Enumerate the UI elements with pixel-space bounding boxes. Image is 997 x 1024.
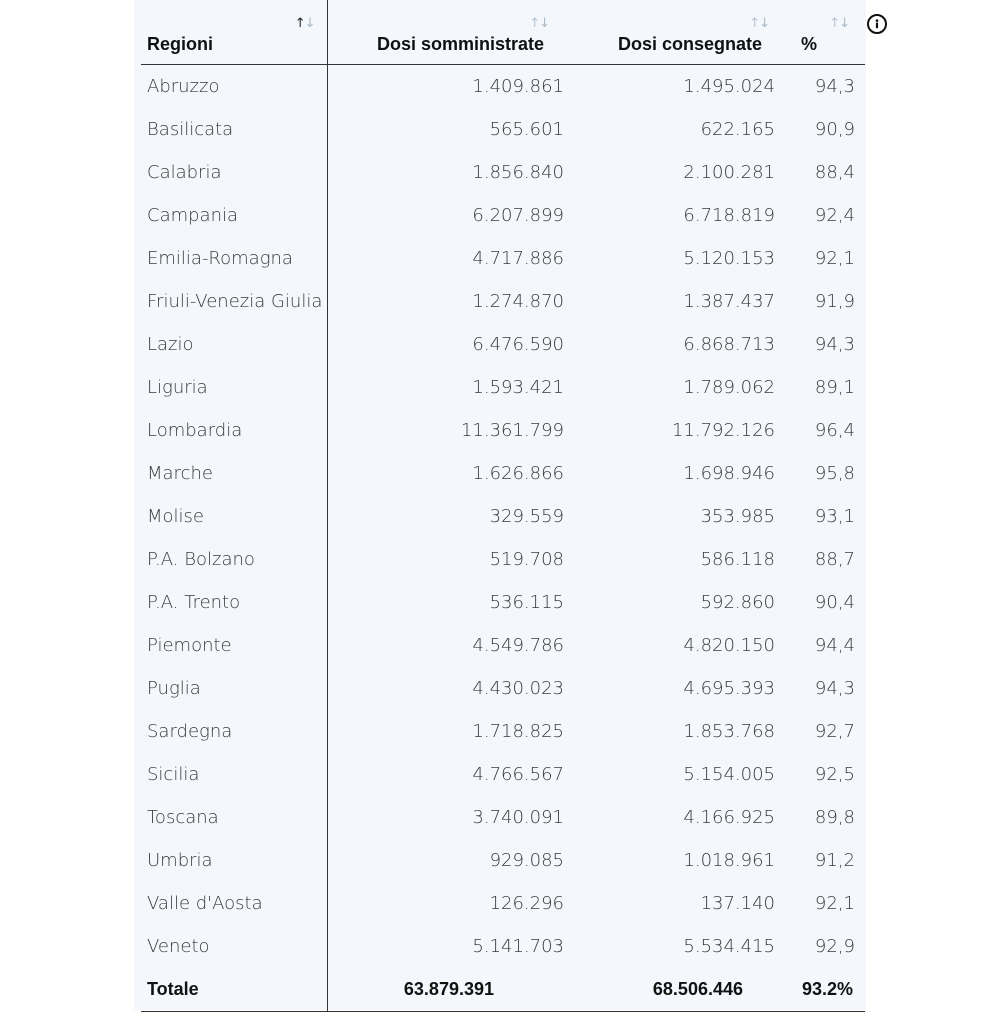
cell-delivered: 6.718.819 bbox=[683, 205, 775, 226]
cell-delivered: 586.118 bbox=[700, 549, 775, 570]
cell-administered: 1.274.870 bbox=[472, 291, 564, 312]
cell-administered: 565.601 bbox=[489, 119, 564, 140]
cell-delivered: 5.120.153 bbox=[683, 248, 775, 269]
cell-percent: 89,8 bbox=[814, 807, 855, 828]
cell-delivered: 1.387.437 bbox=[683, 291, 775, 312]
cell-region: Campania bbox=[141, 194, 327, 237]
cell-region: Piemonte bbox=[141, 624, 327, 667]
cell-delivered: 4.820.150 bbox=[683, 635, 775, 656]
cell-administered: 6.207.899 bbox=[472, 205, 564, 226]
table-row bbox=[141, 409, 865, 452]
table-row bbox=[141, 925, 865, 968]
cell-delivered: 1.495.024 bbox=[683, 76, 775, 97]
cell-delivered: 5.534.415 bbox=[683, 936, 775, 957]
cell-percent: 93,1 bbox=[814, 506, 855, 527]
cell-administered: 329.559 bbox=[489, 506, 564, 527]
table-row bbox=[141, 323, 865, 366]
cell-delivered: 6.868.713 bbox=[683, 334, 775, 355]
cell-percent: 96,4 bbox=[814, 420, 855, 441]
column-header-percent[interactable] bbox=[793, 0, 865, 65]
table-row bbox=[141, 495, 865, 538]
cell-delivered: 1.853.768 bbox=[683, 721, 775, 742]
cell-percent: 93.2% bbox=[793, 968, 865, 1012]
cell-region: P.A. Trento bbox=[141, 581, 327, 624]
table-row bbox=[141, 882, 865, 925]
cell-region: Totale bbox=[141, 968, 327, 1012]
sort-arrows-icon[interactable]: ↑↓ bbox=[529, 16, 549, 31]
cell-administered: 1.626.866 bbox=[472, 463, 564, 484]
cell-administered: 4.549.786 bbox=[472, 635, 564, 656]
cell-delivered: 1.018.961 bbox=[683, 850, 775, 871]
cell-delivered: 622.165 bbox=[700, 119, 775, 140]
cell-region: Umbria bbox=[141, 839, 327, 882]
table-total-row bbox=[141, 968, 865, 1012]
table-row bbox=[141, 280, 865, 323]
table-row bbox=[141, 65, 865, 109]
cell-percent: 89,1 bbox=[814, 377, 855, 398]
cell-percent: 91,9 bbox=[814, 291, 855, 312]
cell-administered: 4.766.567 bbox=[472, 764, 564, 785]
cell-administered: 1.593.421 bbox=[472, 377, 564, 398]
cell-administered: 1.718.825 bbox=[472, 721, 564, 742]
cell-percent: 94,3 bbox=[814, 334, 855, 355]
cell-percent: 95,8 bbox=[814, 463, 855, 484]
table-row bbox=[141, 753, 865, 796]
column-header-administered[interactable] bbox=[327, 0, 580, 65]
cell-region: Puglia bbox=[141, 667, 327, 710]
table-row bbox=[141, 108, 865, 151]
cell-region: Molise bbox=[141, 495, 327, 538]
sort-arrows-icon[interactable]: ↑↓ bbox=[829, 16, 849, 31]
cell-delivered: 68.506.446 bbox=[580, 968, 793, 1012]
cell-delivered: 1.789.062 bbox=[683, 377, 775, 398]
cell-percent: 92,9 bbox=[814, 936, 855, 957]
cell-region: Liguria bbox=[141, 366, 327, 409]
cell-region: Lazio bbox=[141, 323, 327, 366]
table-row bbox=[141, 452, 865, 495]
cell-percent: 92,4 bbox=[814, 205, 855, 226]
table-row bbox=[141, 710, 865, 753]
cell-region: Abruzzo bbox=[141, 65, 327, 109]
cell-region: Sicilia bbox=[141, 753, 327, 796]
table-row bbox=[141, 839, 865, 882]
cell-region: Emilia-Romagna bbox=[141, 237, 327, 280]
cell-administered: 11.361.799 bbox=[460, 420, 564, 441]
cell-region: Marche bbox=[141, 452, 327, 495]
table-row bbox=[141, 237, 865, 280]
cell-percent: 88,7 bbox=[814, 549, 855, 570]
cell-percent: 94,3 bbox=[814, 678, 855, 699]
cell-region: Valle d'Aosta bbox=[141, 882, 327, 925]
table-body bbox=[141, 65, 865, 1012]
cell-delivered: 2.100.281 bbox=[683, 162, 775, 183]
cell-percent: 92,7 bbox=[814, 721, 855, 742]
cell-region: Toscana bbox=[141, 796, 327, 839]
cell-administered: 4.717.886 bbox=[472, 248, 564, 269]
cell-delivered: 11.792.126 bbox=[671, 420, 775, 441]
table-row bbox=[141, 581, 865, 624]
cell-region: P.A. Bolzano bbox=[141, 538, 327, 581]
cell-administered: 63.879.391 bbox=[327, 968, 580, 1012]
cell-percent: 92,5 bbox=[814, 764, 855, 785]
cell-administered: 126.296 bbox=[489, 893, 564, 914]
sort-arrows-icon[interactable]: ↑↓ bbox=[294, 16, 315, 31]
column-header-region[interactable] bbox=[141, 0, 327, 65]
table-row bbox=[141, 538, 865, 581]
cell-region: Friuli-Venezia Giulia bbox=[141, 280, 327, 323]
column-header-label: Dosi somministrate bbox=[376, 34, 544, 54]
cell-percent: 90,4 bbox=[814, 592, 855, 613]
cell-delivered: 137.140 bbox=[700, 893, 775, 914]
cell-delivered: 353.985 bbox=[700, 506, 775, 527]
vaccine-doses-table bbox=[141, 0, 865, 1012]
sort-arrows-icon[interactable]: ↑↓ bbox=[749, 16, 769, 31]
cell-delivered: 4.695.393 bbox=[683, 678, 775, 699]
cell-administered: 3.740.091 bbox=[472, 807, 564, 828]
cell-percent: 94,3 bbox=[814, 76, 855, 97]
cell-region: Lombardia bbox=[141, 409, 327, 452]
cell-administered: 5.141.703 bbox=[472, 936, 564, 957]
cell-administered: 4.430.023 bbox=[472, 678, 564, 699]
column-header-label: % bbox=[801, 34, 818, 54]
cell-region: Veneto bbox=[141, 925, 327, 968]
cell-percent: 92,1 bbox=[814, 893, 855, 914]
cell-percent: 90,9 bbox=[814, 119, 855, 140]
info-icon[interactable] bbox=[867, 14, 887, 34]
column-header-label: Dosi consegnate bbox=[617, 34, 762, 54]
table-header-row bbox=[141, 0, 865, 65]
table-row bbox=[141, 624, 865, 667]
table-row bbox=[141, 796, 865, 839]
cell-percent: 94,4 bbox=[814, 635, 855, 656]
cell-administered: 1.409.861 bbox=[472, 76, 564, 97]
table-row bbox=[141, 667, 865, 710]
cell-region: Calabria bbox=[141, 151, 327, 194]
column-header-label: Regioni bbox=[147, 34, 213, 54]
cell-region: Sardegna bbox=[141, 710, 327, 753]
cell-administered: 1.856.840 bbox=[472, 162, 564, 183]
table-row bbox=[141, 151, 865, 194]
cell-delivered: 4.166.925 bbox=[683, 807, 775, 828]
cell-delivered: 5.154.005 bbox=[683, 764, 775, 785]
table-row bbox=[141, 194, 865, 237]
cell-percent: 92,1 bbox=[814, 248, 855, 269]
cell-region: Basilicata bbox=[141, 108, 327, 151]
cell-administered: 6.476.590 bbox=[472, 334, 564, 355]
column-header-delivered[interactable] bbox=[580, 0, 793, 65]
table-row bbox=[141, 366, 865, 409]
cell-administered: 929.085 bbox=[489, 850, 564, 871]
cell-delivered: 1.698.946 bbox=[683, 463, 775, 484]
cell-delivered: 592.860 bbox=[700, 592, 775, 613]
cell-administered: 536.115 bbox=[489, 592, 564, 613]
cell-percent: 91,2 bbox=[814, 850, 855, 871]
cell-percent: 88,4 bbox=[814, 162, 855, 183]
cell-administered: 519.708 bbox=[489, 549, 564, 570]
